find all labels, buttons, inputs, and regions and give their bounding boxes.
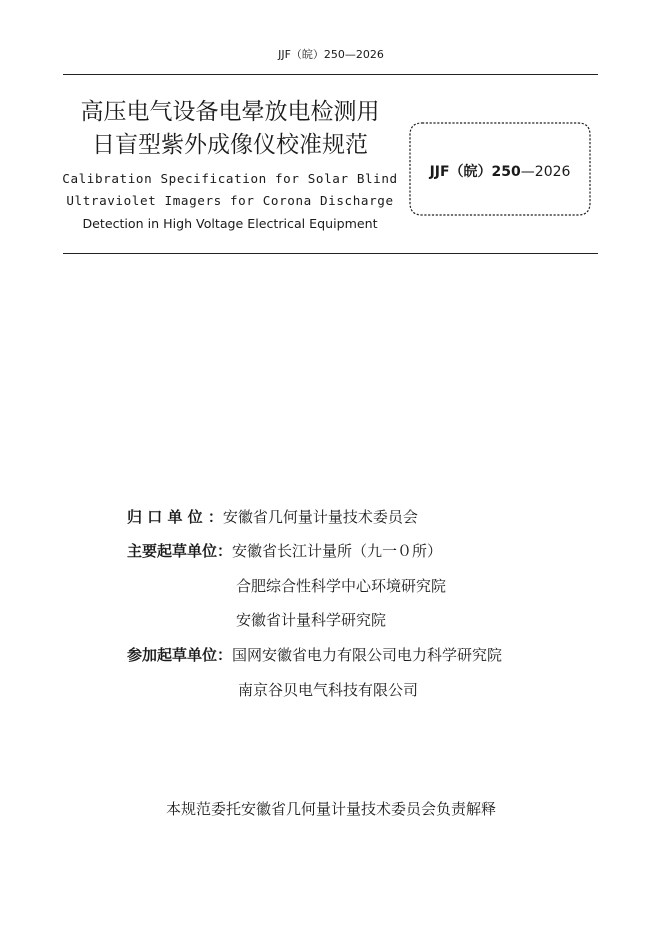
title-zh-line1: 高压电气设备电晕放电检测用 (80, 99, 380, 125)
bottom-divider (63, 253, 598, 254)
main-drafting-unit-3: 安徽省计量科学研究院 (236, 611, 387, 629)
spec-code-year: —2026 (520, 164, 571, 180)
main-drafting-unit-2: 合肥综合性科学中心环境研究院 (236, 577, 447, 595)
spec-code-bold: JJF（皖）250 (429, 164, 521, 180)
guikou-label: 归 口 单 位 ： (127, 508, 223, 526)
title-en-line3: Detection in High Voltage Electrical Equipment (82, 216, 378, 231)
main-drafting-unit-1: 安徽省长江计量所（九一０所） (232, 542, 443, 560)
participating-drafting-label: 参加起草单位： (127, 646, 233, 664)
header-spec-code: JJF（皖）250—2026 (278, 48, 384, 61)
main-drafting-label: 主要起草单位： (127, 542, 233, 560)
title-en-line2: Ultraviolet Imagers for Corona Discharge (66, 193, 394, 208)
participating-drafting-row (127, 644, 502, 665)
top-divider (63, 74, 598, 75)
title-zh-line2: 日盲型紫外成像仪校准规范 (92, 132, 368, 158)
participating-unit-2: 南京谷贝电气科技有限公司 (238, 681, 419, 699)
participating-unit-1: 国网安徽省电力有限公司电力科学研究院 (232, 646, 503, 664)
interpretation-note: 本规范委托安徽省几何量计量技术委员会负责解释 (165, 800, 496, 818)
title-en-line1: Calibration Specification for Solar Blind (62, 171, 398, 186)
main-drafting-row (127, 540, 442, 561)
spec-code (408, 161, 592, 181)
guikou-unit-row (127, 506, 418, 527)
guikou-value: 安徽省几何量计量技术委员会 (222, 508, 418, 526)
